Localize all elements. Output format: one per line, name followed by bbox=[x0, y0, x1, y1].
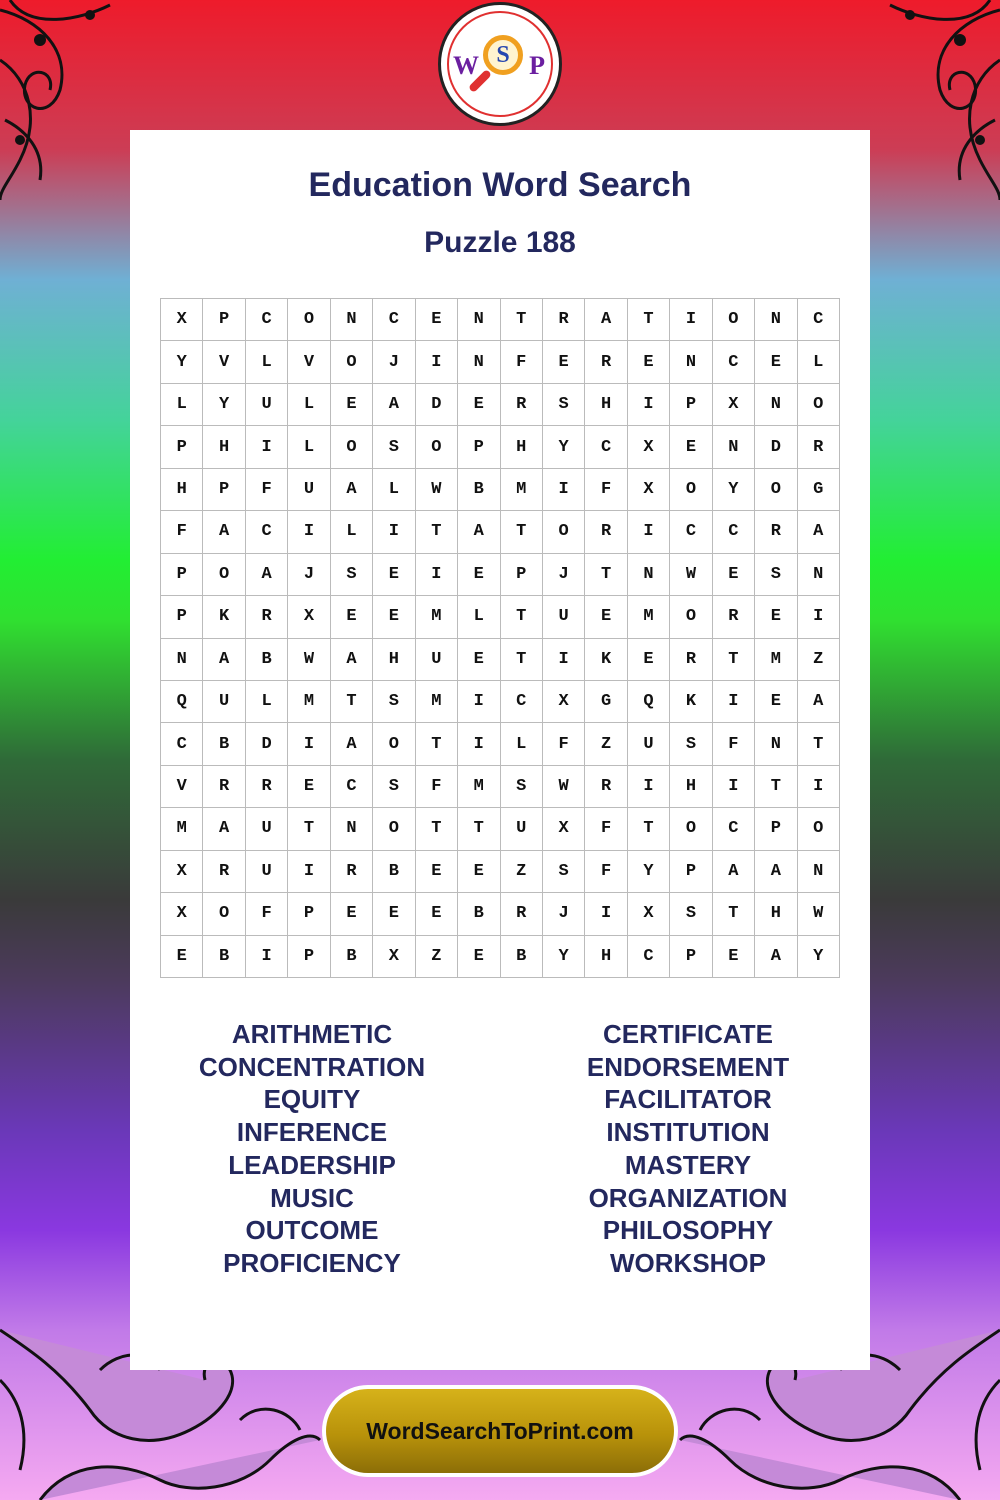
grid-cell[interactable]: V bbox=[161, 766, 203, 808]
grid-cell[interactable]: U bbox=[203, 681, 245, 723]
grid-cell[interactable]: T bbox=[288, 808, 330, 850]
grid-cell[interactable]: X bbox=[628, 893, 670, 935]
grid-cell[interactable]: T bbox=[713, 639, 755, 681]
grid-cell[interactable]: C bbox=[161, 723, 203, 765]
grid-cell[interactable]: J bbox=[543, 554, 585, 596]
grid-cell[interactable]: R bbox=[203, 851, 245, 893]
grid-cell[interactable]: B bbox=[203, 936, 245, 978]
grid-cell[interactable]: V bbox=[203, 341, 245, 383]
grid-cell[interactable]: E bbox=[458, 384, 500, 426]
grid-cell[interactable]: O bbox=[670, 808, 712, 850]
grid-cell[interactable]: S bbox=[373, 766, 415, 808]
grid-cell[interactable]: I bbox=[288, 851, 330, 893]
grid-cell[interactable]: E bbox=[458, 936, 500, 978]
grid-cell[interactable]: I bbox=[628, 384, 670, 426]
grid-cell[interactable]: I bbox=[458, 681, 500, 723]
grid-cell[interactable]: A bbox=[713, 851, 755, 893]
grid-cell[interactable]: E bbox=[755, 341, 797, 383]
grid-cell[interactable]: C bbox=[501, 681, 543, 723]
grid-cell[interactable]: R bbox=[585, 341, 627, 383]
grid-cell[interactable]: S bbox=[543, 384, 585, 426]
grid-cell[interactable]: W bbox=[416, 469, 458, 511]
grid-cell[interactable]: F bbox=[585, 808, 627, 850]
grid-cell[interactable]: Y bbox=[628, 851, 670, 893]
grid-cell[interactable]: N bbox=[331, 299, 373, 341]
grid-cell[interactable]: A bbox=[203, 511, 245, 553]
grid-cell[interactable]: N bbox=[670, 341, 712, 383]
grid-cell[interactable]: A bbox=[458, 511, 500, 553]
grid-cell[interactable]: P bbox=[288, 936, 330, 978]
grid-cell[interactable]: L bbox=[331, 511, 373, 553]
grid-cell[interactable]: T bbox=[416, 511, 458, 553]
grid-cell[interactable]: R bbox=[585, 511, 627, 553]
page-title: Education Word Search bbox=[308, 166, 692, 204]
grid-cell[interactable]: E bbox=[416, 299, 458, 341]
grid-cell[interactable]: M bbox=[501, 469, 543, 511]
word-item: INFERENCE bbox=[236, 1117, 388, 1148]
grid-cell[interactable]: C bbox=[246, 511, 288, 553]
grid-cell[interactable]: F bbox=[416, 766, 458, 808]
grid-cell[interactable]: C bbox=[373, 299, 415, 341]
grid-cell[interactable]: T bbox=[628, 808, 670, 850]
grid-cell[interactable]: I bbox=[288, 723, 330, 765]
word-list-left bbox=[160, 1018, 464, 1280]
grid-cell[interactable]: S bbox=[670, 723, 712, 765]
grid-cell[interactable]: F bbox=[713, 723, 755, 765]
word-item: PHILOSOPHY bbox=[602, 1215, 774, 1246]
grid-cell[interactable]: R bbox=[246, 766, 288, 808]
grid-cell[interactable]: B bbox=[501, 936, 543, 978]
puzzle-card bbox=[130, 130, 870, 1370]
grid-cell[interactable]: I bbox=[543, 469, 585, 511]
grid-cell[interactable]: I bbox=[628, 511, 670, 553]
grid-cell[interactable]: L bbox=[373, 469, 415, 511]
grid-cell[interactable]: N bbox=[755, 384, 797, 426]
grid-cell[interactable]: P bbox=[161, 554, 203, 596]
grid-cell[interactable]: E bbox=[331, 893, 373, 935]
grid-cell[interactable]: I bbox=[416, 554, 458, 596]
word-item: MUSIC bbox=[270, 1182, 354, 1213]
word-item: WORKSHOP bbox=[610, 1247, 766, 1278]
grid-cell[interactable]: L bbox=[458, 596, 500, 638]
grid-cell[interactable]: O bbox=[203, 554, 245, 596]
grid-cell[interactable]: G bbox=[798, 469, 840, 511]
grid-cell[interactable]: R bbox=[331, 851, 373, 893]
grid-cell[interactable]: L bbox=[246, 341, 288, 383]
magnifier-icon bbox=[483, 35, 523, 75]
grid-cell[interactable]: B bbox=[203, 723, 245, 765]
grid-cell[interactable]: S bbox=[373, 681, 415, 723]
grid-cell[interactable]: O bbox=[543, 511, 585, 553]
grid-cell[interactable]: H bbox=[585, 936, 627, 978]
grid-cell[interactable]: N bbox=[628, 554, 670, 596]
grid-cell[interactable]: M bbox=[628, 596, 670, 638]
grid-cell[interactable]: P bbox=[458, 426, 500, 468]
grid-cell[interactable]: I bbox=[628, 766, 670, 808]
grid-cell[interactable]: K bbox=[203, 596, 245, 638]
grid-cell[interactable]: S bbox=[670, 893, 712, 935]
grid-cell[interactable]: C bbox=[246, 299, 288, 341]
grid-cell[interactable]: R bbox=[798, 426, 840, 468]
grid-cell[interactable]: A bbox=[798, 681, 840, 723]
grid-cell[interactable]: I bbox=[246, 936, 288, 978]
grid-cell[interactable]: O bbox=[670, 469, 712, 511]
grid-cell[interactable]: X bbox=[543, 681, 585, 723]
grid-cell[interactable]: C bbox=[331, 766, 373, 808]
grid-cell[interactable]: L bbox=[288, 426, 330, 468]
grid-cell[interactable]: E bbox=[713, 554, 755, 596]
grid-cell[interactable]: I bbox=[458, 723, 500, 765]
grid-cell[interactable]: T bbox=[798, 723, 840, 765]
grid-cell[interactable]: O bbox=[331, 426, 373, 468]
grid-cell[interactable]: L bbox=[288, 384, 330, 426]
grid-cell[interactable]: V bbox=[288, 341, 330, 383]
grid-cell[interactable]: W bbox=[670, 554, 712, 596]
grid-cell[interactable]: D bbox=[755, 426, 797, 468]
grid-cell[interactable]: T bbox=[331, 681, 373, 723]
grid-cell[interactable]: O bbox=[331, 341, 373, 383]
ornament-top-left bbox=[0, 0, 140, 200]
grid-cell[interactable]: H bbox=[585, 384, 627, 426]
grid-cell[interactable]: O bbox=[713, 299, 755, 341]
grid-cell[interactable]: E bbox=[458, 851, 500, 893]
grid-cell[interactable]: N bbox=[331, 808, 373, 850]
grid-cell[interactable]: K bbox=[585, 639, 627, 681]
grid-cell[interactable]: A bbox=[331, 723, 373, 765]
grid-cell[interactable]: R bbox=[670, 639, 712, 681]
grid-cell[interactable]: M bbox=[161, 808, 203, 850]
grid-cell[interactable]: I bbox=[416, 341, 458, 383]
grid-cell[interactable]: Q bbox=[161, 681, 203, 723]
grid-cell[interactable]: M bbox=[416, 596, 458, 638]
word-item: FACILITATOR bbox=[604, 1084, 772, 1115]
grid-cell[interactable]: I bbox=[713, 681, 755, 723]
grid-cell[interactable]: F bbox=[585, 851, 627, 893]
grid-cell[interactable]: E bbox=[458, 554, 500, 596]
grid-cell[interactable]: R bbox=[755, 511, 797, 553]
grid-cell[interactable]: E bbox=[416, 851, 458, 893]
grid-cell[interactable]: P bbox=[501, 554, 543, 596]
grid-cell[interactable]: H bbox=[161, 469, 203, 511]
grid-cell[interactable]: C bbox=[628, 936, 670, 978]
word-item: ORGANIZATION bbox=[588, 1182, 788, 1213]
grid-cell[interactable]: T bbox=[458, 808, 500, 850]
site-link-label[interactable]: WordSearchToPrint.com bbox=[326, 1389, 674, 1473]
grid-cell[interactable]: E bbox=[373, 554, 415, 596]
grid-cell[interactable]: M bbox=[458, 766, 500, 808]
grid-cell[interactable]: O bbox=[288, 299, 330, 341]
grid-cell[interactable]: I bbox=[713, 766, 755, 808]
grid-cell[interactable]: F bbox=[501, 341, 543, 383]
grid-cell[interactable]: C bbox=[713, 808, 755, 850]
word-item: LEADERSHIP bbox=[228, 1149, 396, 1180]
wsp-logo[interactable] bbox=[438, 2, 562, 126]
grid-cell[interactable]: A bbox=[585, 299, 627, 341]
grid-cell[interactable]: E bbox=[373, 596, 415, 638]
grid-cell[interactable]: Z bbox=[501, 851, 543, 893]
puzzle-number: Puzzle 188 bbox=[424, 226, 576, 259]
grid-cell[interactable]: O bbox=[798, 384, 840, 426]
grid-cell[interactable]: X bbox=[288, 596, 330, 638]
grid-cell[interactable]: C bbox=[670, 511, 712, 553]
grid-cell[interactable]: C bbox=[585, 426, 627, 468]
word-item: CONCENTRATION bbox=[198, 1051, 426, 1082]
grid-cell[interactable]: B bbox=[458, 469, 500, 511]
grid-cell[interactable]: T bbox=[501, 639, 543, 681]
grid-cell[interactable]: I bbox=[543, 639, 585, 681]
grid-cell[interactable]: R bbox=[246, 596, 288, 638]
grid-cell[interactable]: P bbox=[755, 808, 797, 850]
grid-cell[interactable]: W bbox=[798, 893, 840, 935]
grid-cell[interactable]: T bbox=[501, 511, 543, 553]
grid-cell[interactable]: R bbox=[501, 893, 543, 935]
grid-cell[interactable]: A bbox=[373, 384, 415, 426]
grid-cell[interactable]: A bbox=[331, 469, 373, 511]
grid-cell[interactable]: Q bbox=[628, 681, 670, 723]
word-item: ENDORSEMENT bbox=[586, 1051, 790, 1082]
word-item: EQUITY bbox=[263, 1084, 361, 1115]
grid-cell[interactable]: N bbox=[161, 639, 203, 681]
grid-cell[interactable]: N bbox=[713, 426, 755, 468]
grid-cell[interactable]: U bbox=[288, 469, 330, 511]
grid-cell[interactable]: E bbox=[713, 936, 755, 978]
grid-cell[interactable]: M bbox=[416, 681, 458, 723]
grid-cell[interactable]: H bbox=[755, 893, 797, 935]
grid-cell[interactable]: U bbox=[628, 723, 670, 765]
letter-grid[interactable] bbox=[160, 298, 840, 978]
grid-cell[interactable]: F bbox=[543, 723, 585, 765]
word-item: PROFICIENCY bbox=[223, 1247, 401, 1278]
grid-cell[interactable]: X bbox=[373, 936, 415, 978]
grid-cell[interactable]: P bbox=[203, 469, 245, 511]
grid-cell[interactable]: H bbox=[203, 426, 245, 468]
grid-cell[interactable]: R bbox=[713, 596, 755, 638]
site-link-button[interactable] bbox=[322, 1385, 678, 1477]
grid-cell[interactable]: E bbox=[288, 766, 330, 808]
grid-cell[interactable]: L bbox=[798, 341, 840, 383]
grid-cell[interactable]: T bbox=[585, 554, 627, 596]
grid-cell[interactable]: N bbox=[798, 554, 840, 596]
grid-cell[interactable]: U bbox=[246, 851, 288, 893]
grid-cell[interactable]: X bbox=[543, 808, 585, 850]
ornament-top-right bbox=[860, 0, 1000, 200]
grid-cell[interactable]: F bbox=[161, 511, 203, 553]
grid-cell[interactable]: C bbox=[798, 299, 840, 341]
grid-cell[interactable]: P bbox=[288, 893, 330, 935]
grid-cell[interactable]: H bbox=[373, 639, 415, 681]
grid-cell[interactable]: E bbox=[628, 341, 670, 383]
grid-cell[interactable]: E bbox=[628, 639, 670, 681]
grid-cell[interactable]: E bbox=[458, 639, 500, 681]
grid-cell[interactable]: T bbox=[501, 596, 543, 638]
grid-cell[interactable]: Y bbox=[543, 936, 585, 978]
grid-cell[interactable]: E bbox=[373, 893, 415, 935]
logo-letter-p: P bbox=[529, 51, 545, 80]
grid-cell[interactable]: U bbox=[246, 808, 288, 850]
word-item: CERTIFICATE bbox=[603, 1019, 773, 1049]
grid-cell[interactable]: E bbox=[331, 384, 373, 426]
grid-cell[interactable]: U bbox=[501, 808, 543, 850]
grid-cell[interactable]: L bbox=[246, 681, 288, 723]
grid-cell[interactable]: P bbox=[161, 596, 203, 638]
grid-cell[interactable]: N bbox=[798, 851, 840, 893]
grid-cell[interactable]: S bbox=[543, 851, 585, 893]
grid-cell[interactable]: A bbox=[755, 936, 797, 978]
grid-cell[interactable]: J bbox=[288, 554, 330, 596]
grid-cell[interactable]: S bbox=[373, 426, 415, 468]
word-list-right bbox=[536, 1018, 840, 1280]
word-item: ARITHMETIC bbox=[231, 1019, 393, 1049]
grid-cell[interactable]: Y bbox=[713, 469, 755, 511]
grid-cell[interactable]: U bbox=[246, 384, 288, 426]
grid-cell[interactable]: U bbox=[543, 596, 585, 638]
grid-cell[interactable]: O bbox=[373, 723, 415, 765]
grid-cell[interactable]: O bbox=[203, 893, 245, 935]
grid-cell[interactable]: N bbox=[755, 723, 797, 765]
grid-cell[interactable]: E bbox=[585, 596, 627, 638]
grid-cell[interactable]: P bbox=[670, 851, 712, 893]
grid-cell[interactable]: K bbox=[670, 681, 712, 723]
grid-cell[interactable]: T bbox=[713, 893, 755, 935]
grid-cell[interactable]: R bbox=[501, 384, 543, 426]
grid-cell[interactable]: P bbox=[670, 384, 712, 426]
grid-cell[interactable]: I bbox=[246, 426, 288, 468]
grid-cell[interactable]: M bbox=[755, 639, 797, 681]
grid-cell[interactable]: P bbox=[670, 936, 712, 978]
grid-cell[interactable]: H bbox=[670, 766, 712, 808]
word-item: OUTCOME bbox=[245, 1215, 379, 1246]
grid-cell[interactable]: B bbox=[331, 936, 373, 978]
grid-cell[interactable]: U bbox=[416, 639, 458, 681]
grid-cell[interactable]: O bbox=[373, 808, 415, 850]
grid-cell[interactable]: S bbox=[501, 766, 543, 808]
grid-cell[interactable]: D bbox=[246, 723, 288, 765]
grid-cell[interactable]: B bbox=[458, 893, 500, 935]
grid-cell[interactable]: L bbox=[161, 384, 203, 426]
grid-cell[interactable]: N bbox=[458, 299, 500, 341]
grid-cell[interactable]: E bbox=[161, 936, 203, 978]
grid-cell[interactable]: O bbox=[798, 808, 840, 850]
grid-cell[interactable]: X bbox=[161, 893, 203, 935]
logo-letter-w: W bbox=[453, 51, 479, 80]
grid-cell[interactable]: Y bbox=[543, 426, 585, 468]
grid-cell[interactable]: N bbox=[458, 341, 500, 383]
grid-cell[interactable]: E bbox=[755, 681, 797, 723]
grid-cell[interactable]: I bbox=[373, 511, 415, 553]
grid-cell[interactable]: P bbox=[161, 426, 203, 468]
grid-cell[interactable]: J bbox=[543, 893, 585, 935]
grid-cell[interactable]: A bbox=[331, 639, 373, 681]
grid-cell[interactable]: A bbox=[798, 511, 840, 553]
grid-cell[interactable]: E bbox=[755, 596, 797, 638]
grid-cell[interactable]: E bbox=[543, 341, 585, 383]
grid-cell[interactable]: O bbox=[416, 426, 458, 468]
grid-cell[interactable]: A bbox=[246, 554, 288, 596]
grid-cell[interactable]: I bbox=[670, 299, 712, 341]
grid-cell[interactable]: Y bbox=[161, 341, 203, 383]
grid-cell[interactable]: I bbox=[798, 596, 840, 638]
grid-cell[interactable]: W bbox=[288, 639, 330, 681]
grid-cell[interactable]: L bbox=[501, 723, 543, 765]
grid-cell[interactable]: G bbox=[585, 681, 627, 723]
grid-cell[interactable]: S bbox=[331, 554, 373, 596]
grid-cell[interactable]: Z bbox=[416, 936, 458, 978]
grid-cell[interactable]: A bbox=[203, 808, 245, 850]
grid-cell[interactable]: X bbox=[628, 469, 670, 511]
grid-cell[interactable]: E bbox=[331, 596, 373, 638]
grid-cell[interactable]: E bbox=[670, 426, 712, 468]
grid-cell[interactable]: I bbox=[585, 893, 627, 935]
word-item: MASTERY bbox=[624, 1149, 752, 1180]
grid-cell[interactable]: I bbox=[288, 511, 330, 553]
grid-cell[interactable]: W bbox=[543, 766, 585, 808]
grid-cell[interactable]: R bbox=[543, 299, 585, 341]
grid-cell[interactable]: T bbox=[628, 299, 670, 341]
grid-cell[interactable]: M bbox=[288, 681, 330, 723]
grid-cell[interactable]: D bbox=[416, 384, 458, 426]
grid-cell[interactable]: B bbox=[246, 639, 288, 681]
grid-cell[interactable]: E bbox=[416, 893, 458, 935]
grid-cell[interactable]: O bbox=[670, 596, 712, 638]
grid-cell[interactable]: P bbox=[203, 299, 245, 341]
grid-cell[interactable]: X bbox=[161, 851, 203, 893]
grid-cell[interactable]: O bbox=[755, 469, 797, 511]
grid-cell[interactable]: R bbox=[585, 766, 627, 808]
grid-cell[interactable]: X bbox=[628, 426, 670, 468]
grid-cell[interactable]: C bbox=[713, 511, 755, 553]
grid-cell[interactable]: F bbox=[246, 893, 288, 935]
grid-cell[interactable]: J bbox=[373, 341, 415, 383]
grid-cell[interactable]: T bbox=[755, 766, 797, 808]
grid-cell[interactable]: H bbox=[501, 426, 543, 468]
grid-cell[interactable]: Y bbox=[203, 384, 245, 426]
grid-cell[interactable]: X bbox=[161, 299, 203, 341]
grid-cell[interactable]: Z bbox=[585, 723, 627, 765]
grid-cell[interactable]: F bbox=[585, 469, 627, 511]
grid-cell[interactable]: T bbox=[501, 299, 543, 341]
grid-cell[interactable]: I bbox=[798, 766, 840, 808]
grid-cell[interactable]: S bbox=[755, 554, 797, 596]
grid-cell[interactable]: T bbox=[416, 723, 458, 765]
word-item: INSTITUTION bbox=[606, 1117, 770, 1148]
grid-cell[interactable]: T bbox=[416, 808, 458, 850]
grid-cell[interactable]: B bbox=[373, 851, 415, 893]
grid-cell[interactable]: X bbox=[713, 384, 755, 426]
grid-cell[interactable]: Z bbox=[798, 639, 840, 681]
grid-cell[interactable]: R bbox=[203, 766, 245, 808]
grid-cell[interactable]: F bbox=[246, 469, 288, 511]
grid-cell[interactable]: N bbox=[755, 299, 797, 341]
grid-cell[interactable]: A bbox=[203, 639, 245, 681]
grid-cell[interactable]: A bbox=[755, 851, 797, 893]
grid-cell[interactable]: Y bbox=[798, 936, 840, 978]
grid-cell[interactable]: C bbox=[713, 341, 755, 383]
logo-letter-s: S bbox=[496, 42, 510, 68]
